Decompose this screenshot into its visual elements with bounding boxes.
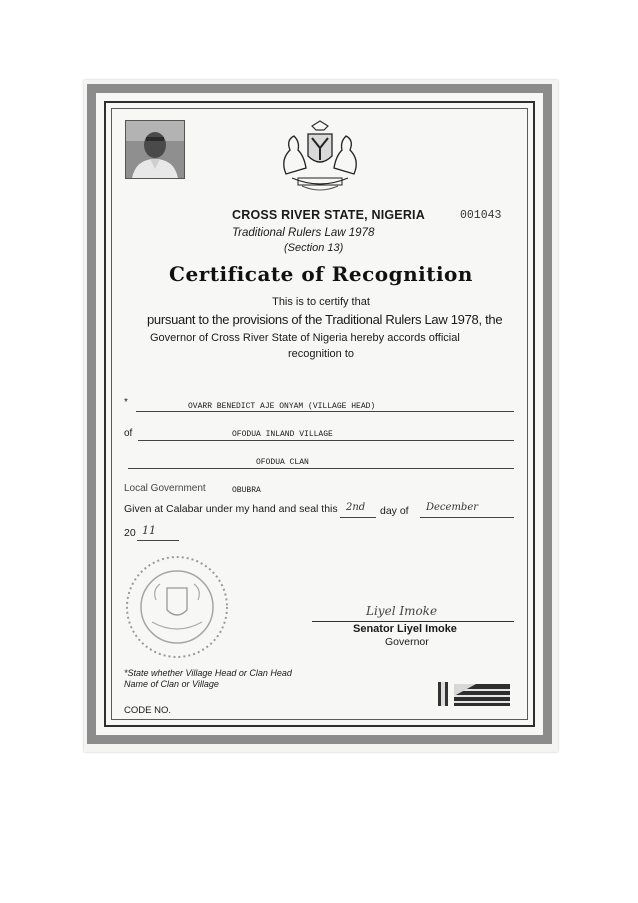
intro-line-2: pursuant to the provisions of the Traditional Rulers Law 1978, the: [147, 312, 503, 327]
recipient-line: [136, 411, 514, 412]
coat-of-arms: [272, 120, 368, 194]
certificate-title: Certificate of Recognition: [169, 262, 473, 286]
lga-value: OBUBRA: [232, 486, 261, 495]
clan-line: [128, 468, 514, 469]
clan-name: OFODUA CLAN: [256, 458, 309, 467]
year-handwritten: 11: [142, 524, 156, 537]
governor-signature: Liyel Imoke: [366, 604, 438, 618]
law-section: (Section 13): [284, 242, 344, 254]
state-flag-emblem: [436, 678, 514, 708]
village-line: [138, 440, 514, 441]
signatory-name: Senator Liyel Imoke: [353, 623, 457, 635]
official-seal: [122, 552, 232, 662]
lga-label: Local Government: [124, 483, 206, 494]
day-of-label: day of: [380, 505, 409, 517]
year-prefix: 20: [124, 527, 136, 539]
of-label: of: [124, 428, 133, 439]
signature-line: [312, 621, 514, 622]
given-text: Given at Calabar under my hand and seal this: [124, 503, 338, 515]
law-name: Traditional Rulers Law 1978: [232, 227, 375, 239]
month-handwritten: December: [426, 502, 479, 513]
recipient-name: OVARR BENEDICT AJE ONYAM (VILLAGE HEAD): [188, 402, 376, 411]
state-heading: CROSS RIVER STATE, NIGERIA: [232, 208, 425, 222]
intro-line-3: Governor of Cross River State of Nigeria hereby accords official: [150, 332, 460, 344]
footnote-line-1: *State whether Village Head or Clan Head: [124, 668, 292, 678]
intro-line-4: recognition to: [287, 348, 355, 360]
holder-photo: [125, 120, 185, 179]
footnote-line-2: Name of Clan or Village: [124, 679, 219, 689]
serial-number: 001043: [460, 209, 502, 222]
certificate-sheet: [84, 80, 558, 752]
village-name: OFODUA INLAND VILLAGE: [232, 430, 333, 439]
signatory-role: Governor: [385, 636, 429, 648]
intro-line-1: This is to certify that: [272, 296, 370, 308]
day-handwritten: 2nd: [346, 502, 366, 513]
code-number-label: CODE NO.: [124, 705, 171, 716]
asterisk-mark: *: [124, 397, 128, 408]
